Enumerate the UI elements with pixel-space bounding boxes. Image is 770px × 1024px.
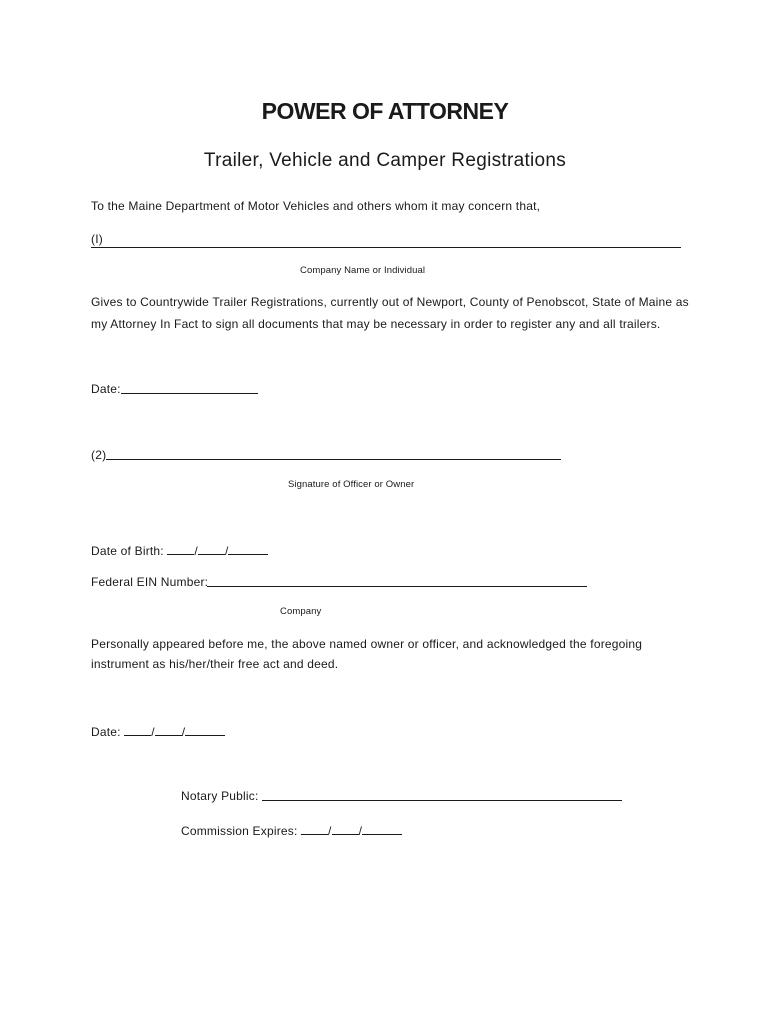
dob-day-blank[interactable]: [198, 542, 225, 555]
commission-field: [181, 822, 402, 838]
signature-caption: Signature of Officer or Owner: [288, 479, 415, 490]
notary-date-field: [91, 723, 225, 739]
commission-separator-2: /: [358, 824, 363, 838]
dob-label: Date of Birth:: [91, 544, 164, 558]
commission-separator-1: /: [328, 824, 332, 838]
ack-text-line-2: instrument as his/her/their free act and deed.: [91, 657, 339, 671]
dob-year-blank[interactable]: [228, 542, 268, 555]
notary-date-label: Date:: [91, 725, 121, 739]
ein-caption: Company: [280, 606, 322, 617]
signature-line[interactable]: [106, 459, 561, 460]
notary-date-year-blank[interactable]: [185, 723, 225, 736]
notary-label: Notary Public:: [181, 789, 259, 803]
party-name-line[interactable]: [91, 247, 681, 248]
intro-text: To the Maine Department of Motor Vehicles and others whom it may concern that,: [91, 199, 541, 213]
notary-date-separator-2: /: [181, 725, 186, 739]
notary-signature-line[interactable]: [262, 800, 622, 801]
dob-separator-1: /: [194, 544, 198, 558]
dob-field: [91, 542, 268, 558]
notary-date-month-blank[interactable]: [124, 723, 151, 736]
grant-text-line-2: my Attorney In Fact to sign all documents that may be necessary in order to register any and all trailers.: [91, 317, 661, 331]
notary-date-separator-1: /: [151, 725, 155, 739]
grant-text-line-1: Gives to Countrywide Trailer Registrations, currently out of Newport, County of Penobscot, State of Maine as: [91, 295, 689, 309]
ein-line[interactable]: [207, 586, 587, 587]
party-label: (I): [91, 232, 103, 246]
commission-year-blank[interactable]: [362, 822, 402, 835]
dob-month-blank[interactable]: [167, 542, 194, 555]
document-title: POWER OF ATTORNEY: [261, 98, 509, 124]
commission-day-blank[interactable]: [332, 822, 359, 835]
date-line[interactable]: [121, 393, 258, 394]
date-label: Date:: [91, 382, 121, 396]
commission-month-blank[interactable]: [301, 822, 328, 835]
commission-label: Commission Expires:: [181, 824, 298, 838]
signature-label: (2): [91, 448, 107, 462]
ein-label: Federal EIN Number:: [91, 575, 209, 589]
ack-text-line-1: Personally appeared before me, the above named owner or officer, and acknowledged the foregoing: [91, 637, 643, 651]
notary-date-day-blank[interactable]: [155, 723, 182, 736]
dob-separator-2: /: [224, 544, 229, 558]
party-caption: Company Name or Individual: [300, 265, 426, 276]
document-subtitle: Trailer, Vehicle and Camper Registrations: [203, 150, 567, 171]
